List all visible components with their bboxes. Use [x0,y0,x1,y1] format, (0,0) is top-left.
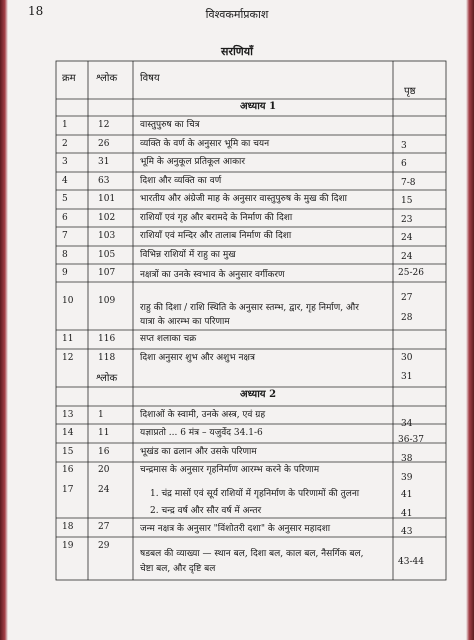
row-14-vishay: यज्ञाप्रतो ... 6 मंत्र – यजुर्वेद 34.1-6 [140,428,263,438]
row-2-prishth: 3 [401,141,407,151]
row-12-prishth-2: 31 [401,372,413,382]
row-14-kram: 14 [62,428,74,438]
row-19-vishay: षडबल की व्याख्या — स्थान बल, दिशा बल, काल बल, नैसर्गिक बल, [140,549,364,559]
row-14-prishth: 36-37 [398,435,424,445]
row-4-vishay: दिशा और व्यक्ति का वर्ण [140,176,222,186]
row-9-prishth: 25-26 [398,268,424,278]
header-prishth: पृष्ठ [404,86,416,97]
row-13-prishth: 34 [401,419,413,429]
row-19-kram: 19 [62,541,74,551]
row-15-prishth: 38 [401,454,413,464]
row-12-prishth: 30 [401,353,413,363]
row-10-kram: 10 [62,296,74,306]
row-3-kram: 3 [62,157,68,167]
row-19-shlok: 29 [98,541,110,551]
row-11-vishay: सप्त शलाका चक्र [140,334,197,344]
row-11-shlok: 116 [98,334,116,344]
row-6-prishth: 23 [401,215,413,225]
row-1-kram: 1 [62,120,68,130]
row-16-kram: 16 [62,465,74,475]
header-shlok: श्लोक [96,73,118,84]
row-16-shlok: 20 [98,465,110,475]
row-7-shlok: 103 [98,231,116,241]
row-13-shlok: 1 [98,410,104,420]
row-10-vishay-line-2: यात्रा के आरम्भ का परिणाम [140,317,230,327]
row-17-kram: 17 [62,485,74,495]
row-1-shlok: 12 [98,120,110,130]
row-2-kram: 2 [62,139,68,149]
chapter-1-heading: अध्याय 1 [240,101,277,112]
row-16-vishay: चन्द्रमास के अनुसार गृहनिर्माण आरम्भ करने के परिणाम [140,465,320,475]
row-6-vishay: राशियाँ एवं गृह और बरामदे के निर्माण की दिशा [140,213,293,223]
row-5-shlok: 101 [98,194,116,204]
row-10-shlok: 109 [98,296,116,306]
row-4-kram: 4 [62,176,68,186]
row-8-kram: 8 [62,250,68,260]
row-19-vishay-line-2: चेष्टा बल, और दृष्टि बल [140,564,216,574]
row-12-vishay: दिशा अनुसार शुभ और अशुभ नक्षत्र [140,353,255,363]
row-10-prishth-2: 28 [401,313,413,323]
row-17-vishay: 1. चंद्र मासों एवं सूर्य राशियों में गृहनिर्माण के परिणामों की तुलना [150,489,360,499]
row-4-prishth: 7-8 [401,178,416,188]
row-3-vishay: भूमि के अनुकूल प्रतिकूल आकार [140,157,245,167]
row-6-shlok: 102 [98,213,116,223]
row-12-shlok: 118 [98,353,116,363]
row-9-vishay: नक्षत्रों का उनके स्वभाव के अनुसार वर्गीकरण [140,270,285,280]
row-5-prishth: 15 [401,196,413,206]
row-17-shlok: 24 [98,485,110,495]
table-title: सरणियाँ [221,45,253,58]
row-5-kram: 5 [62,194,68,204]
row-2-vishay: व्यक्ति के वर्ण के अनुसार भूमि का चयन [140,139,270,149]
row-8-vishay: विभिन्न राशियों में राहु का मुख [140,250,236,260]
row-1-vishay: वास्तुपुरुष का चित्र [140,120,200,130]
running-head: विश्वकर्माप्रकाश [205,8,269,21]
row-2-shlok: 26 [98,139,110,149]
chapter-2-heading: अध्याय 2 [240,389,277,400]
chapter-2-shlok-header: श्लोक [96,373,118,384]
row-8-prishth: 24 [401,252,413,262]
row-6-kram: 6 [62,213,68,223]
row-10-vishay: राहु की दिशा / राशि स्थिति के अनुसार स्तम्भ, द्वार, गृह निर्माण, और [140,303,359,313]
row-3-shlok: 31 [98,157,110,167]
row-5-vishay: भारतीय और अंग्रेजी माह के अनुसार वास्तुपुरुष के मुख की दिशा [140,194,347,204]
row-7-vishay: राशियाँ एवं मन्दिर और तालाब निर्माण की दिशा [140,231,292,241]
row-7-prishth: 24 [401,233,413,243]
row-15-shlok: 16 [98,447,110,457]
row-18-kram: 18 [62,522,74,532]
header-vishay: विषय [140,73,160,84]
row-14-shlok: 11 [98,428,110,438]
row-15-kram: 15 [62,447,74,457]
row-17-prishth: 41 [401,490,413,500]
row-10-prishth: 27 [401,293,413,303]
row-13-vishay: दिशाओं के स्वामी, उनके अस्त्र, एवं ग्रह [140,410,266,420]
row-8-shlok: 105 [98,250,116,260]
header-kram: क्रम [62,73,76,84]
row-18-prishth: 43 [401,527,413,537]
row-9-shlok: 107 [98,268,116,278]
row-17-vishay-line-2: 2. चन्द्र वर्ष और सौर वर्ष में अन्तर [150,506,262,516]
row-19-prishth: 43-44 [398,557,424,567]
row-17-prishth-2: 41 [401,509,413,519]
row-3-prishth: 6 [401,159,407,169]
row-16-prishth: 39 [401,473,413,483]
row-7-kram: 7 [62,231,68,241]
row-18-vishay: जन्म नक्षत्र के अनुसार "विंशोतरी दशा" के अनुसार महादशा [140,524,331,534]
row-11-kram: 11 [62,334,74,344]
row-4-shlok: 63 [98,176,110,186]
row-15-vishay: भूखंड का ढलान और उसके परिणाम [140,447,257,457]
page-number: 18 [28,4,44,18]
row-18-shlok: 27 [98,522,110,532]
row-9-kram: 9 [62,268,68,278]
row-12-kram: 12 [62,353,74,363]
row-13-kram: 13 [62,410,74,420]
